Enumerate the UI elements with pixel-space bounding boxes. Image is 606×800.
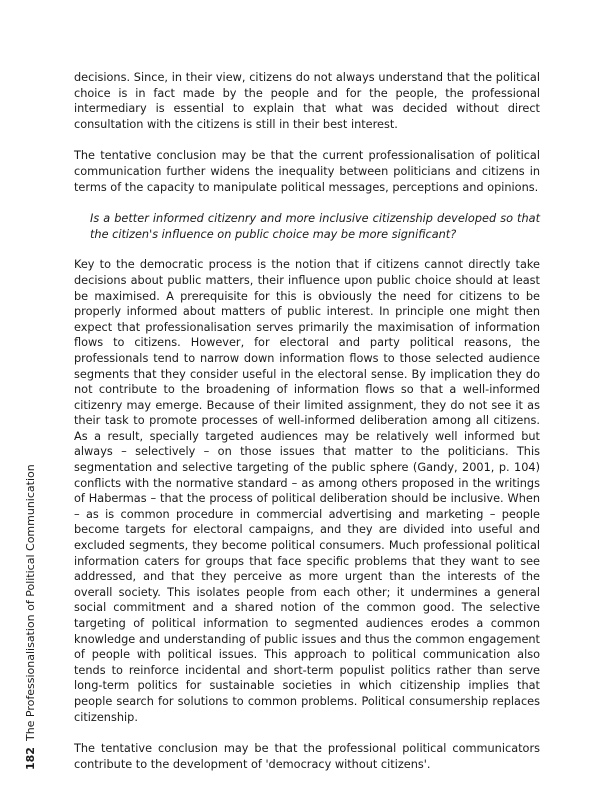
page-body xyxy=(74,70,540,788)
paragraph-4: The tentative conclusion may be that the professional political communicators contribute to the development of 'democracy without citizens'. xyxy=(74,742,540,771)
paragraph-2: The tentative conclusion may be that the current professionalisation of political communication further widens the inequality between politicians and citizens in terms of the capacity to manipulate political messages, perceptions and opinions. xyxy=(74,149,540,194)
research-question: Is a better informed citizenry and more inclusive citizenship developed so that the citizen's influence on public choice may be more significant? xyxy=(90,212,540,241)
paragraph-1: decisions. Since, in their view, citizens do not always understand that the political choice is in fact made by the people and for the people, the professional intermediary is essential to explain that what was decided without direct consultation with the citizens is still in their best interest. xyxy=(74,71,540,131)
paragraph-3: Key to the democratic process is the notion that if citizens cannot directly take decisions about public matters, their influence upon public choice should at least be maximised. A prerequisite for this is obviously the need for citizens to be properly informed about matters of public interest. In principle one might then expect that professionalisation serves primarily the maximisation of information flows to citizens. However, for electoral and party political reasons, the professionals tend to narrow down information flows to those selected audience segments that they consider useful in the electoral sense. By implication they do not contribute to the broadening of information flows so that a well-informed citizenry may emerge. Because of their limited assignment, they do not see it as their task to promote processes of well-informed deliberation among all citizens. As a result, specially targeted audiences may be relatively well informed but always – selectively – on those issues that matter to the politicians. This segmentation and selective targeting of the public sphere (Gandy, 2001, p. 104) conflicts with the normative standard – as among others proposed in the writings of Habermas – that the process of political deliberation should be inclusive. When – as is common procedure in commercial advertising and marketing – people become targets for electoral campaigns, and they are divided into useful and excluded segments, they become political consumers. Much professional political information caters for groups that face specific problems that they want to see addressed, and that they perceive as more urgent than the interests of the overall society. This isolates people from each other; it undermines a general social commitment and a shared notion of the common good. The selective targeting of political information to segmented audiences erodes a common knowledge and understanding of public issues and thus the common engagement of people with political issues. This approach to political communication also tends to reinforce incidental and short-term populist politics rather than serve long-term politics for sustainable societies in which citizenship implies that people search for solutions to common problems. Political consumership replaces citizenship. xyxy=(74,258,540,724)
running-head xyxy=(24,464,37,770)
page-number: 182 xyxy=(24,747,37,770)
running-title: The Professionalisation of Political Communication xyxy=(24,464,37,742)
